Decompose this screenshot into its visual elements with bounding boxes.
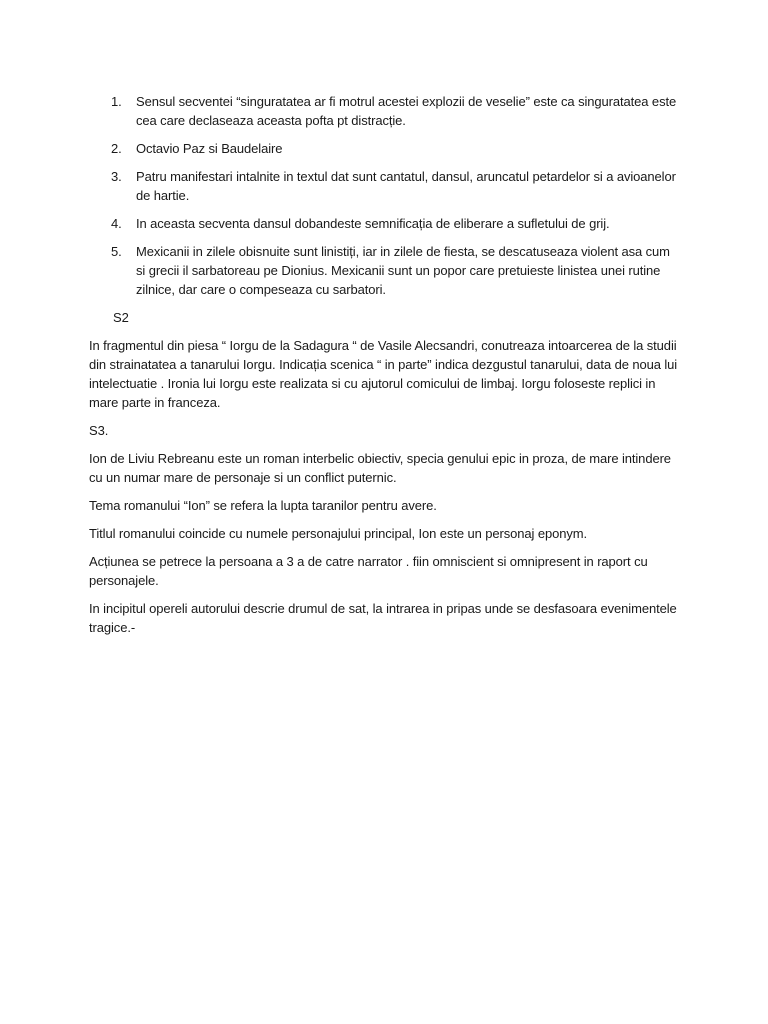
list-item-number: 5.: [111, 244, 122, 259]
list-item: [89, 214, 679, 233]
document-body: [89, 92, 679, 646]
list-item: [89, 139, 679, 158]
section-3-paragraph: In incipitul opereli autorului descrie drumul de sat, la intrarea in pripas unde se desfasoara evenimentele tragice.-: [89, 601, 677, 635]
list-item-number: 3.: [111, 169, 122, 184]
section-3-paragraph: Acțiunea se petrece la persoana a 3 a de catre narrator . fiin omniscient si omnipresent in raport cu personajele.: [89, 554, 648, 588]
list-item-text: Mexicanii in zilele obisnuite sunt linistiți, iar in zilele de fiesta, se descatuseaza violent asa cum si grecii il sarbatoreau pe Dionius. Mexicanii sunt un popor care pretuieste linistea unei rutine zilnice, dar care o compeseaza cu sarbatori.: [136, 244, 670, 297]
section-3-paragraph: Titlul romanului coincide cu numele personajului principal, Ion este un personaj eponym.: [89, 526, 588, 541]
section-3-paragraph: Ion de Liviu Rebreanu este un roman interbelic obiectiv, specia genului epic in proza, de mare intindere cu un numar mare de personaje si un conflict puternic.: [89, 451, 671, 485]
list-item-number: 4.: [111, 216, 122, 231]
list-item-text: Patru manifestari intalnite in textul dat sunt cantatul, dansul, aruncatul petardelor si a avioanelor de hartie.: [136, 169, 676, 203]
section-3-paragraph: Tema romanului “Ion” se refera la lupta taranilor pentru avere.: [89, 498, 437, 513]
section-2-label: S2: [113, 310, 129, 325]
section-3-label: S3.: [89, 423, 109, 438]
list-item-text: Sensul secventei “singuratatea ar fi motrul acestei explozii de veselie” este ca singuratatea este cea care declaseaza aceasta pofta pt distracție.: [136, 94, 677, 128]
answers-list: [89, 92, 679, 299]
list-item-number: 1.: [111, 94, 122, 109]
section-2-paragraph: In fragmentul din piesa “ Iorgu de la Sadagura “ de Vasile Alecsandri, conutreaza intoarcerea de la studii din strainatatea a tanarului Iorgu. Indicația scenica “ in parte” indica dezgustul tanarului, data de noua lui intelectuatie . Ironia lui Iorgu este realizata si cu ajutorul comicului de limbaj. Iorgu foloseste replici in mare parte in franceza.: [89, 338, 678, 410]
list-item-text: Octavio Paz si Baudelaire: [136, 141, 283, 156]
list-item: [89, 92, 679, 130]
list-item: [89, 242, 679, 299]
list-item-number: 2.: [111, 141, 122, 156]
list-item: [89, 167, 679, 205]
list-item-text: In aceasta secventa dansul dobandeste semnificația de eliberare a sufletului de grij.: [136, 216, 610, 231]
